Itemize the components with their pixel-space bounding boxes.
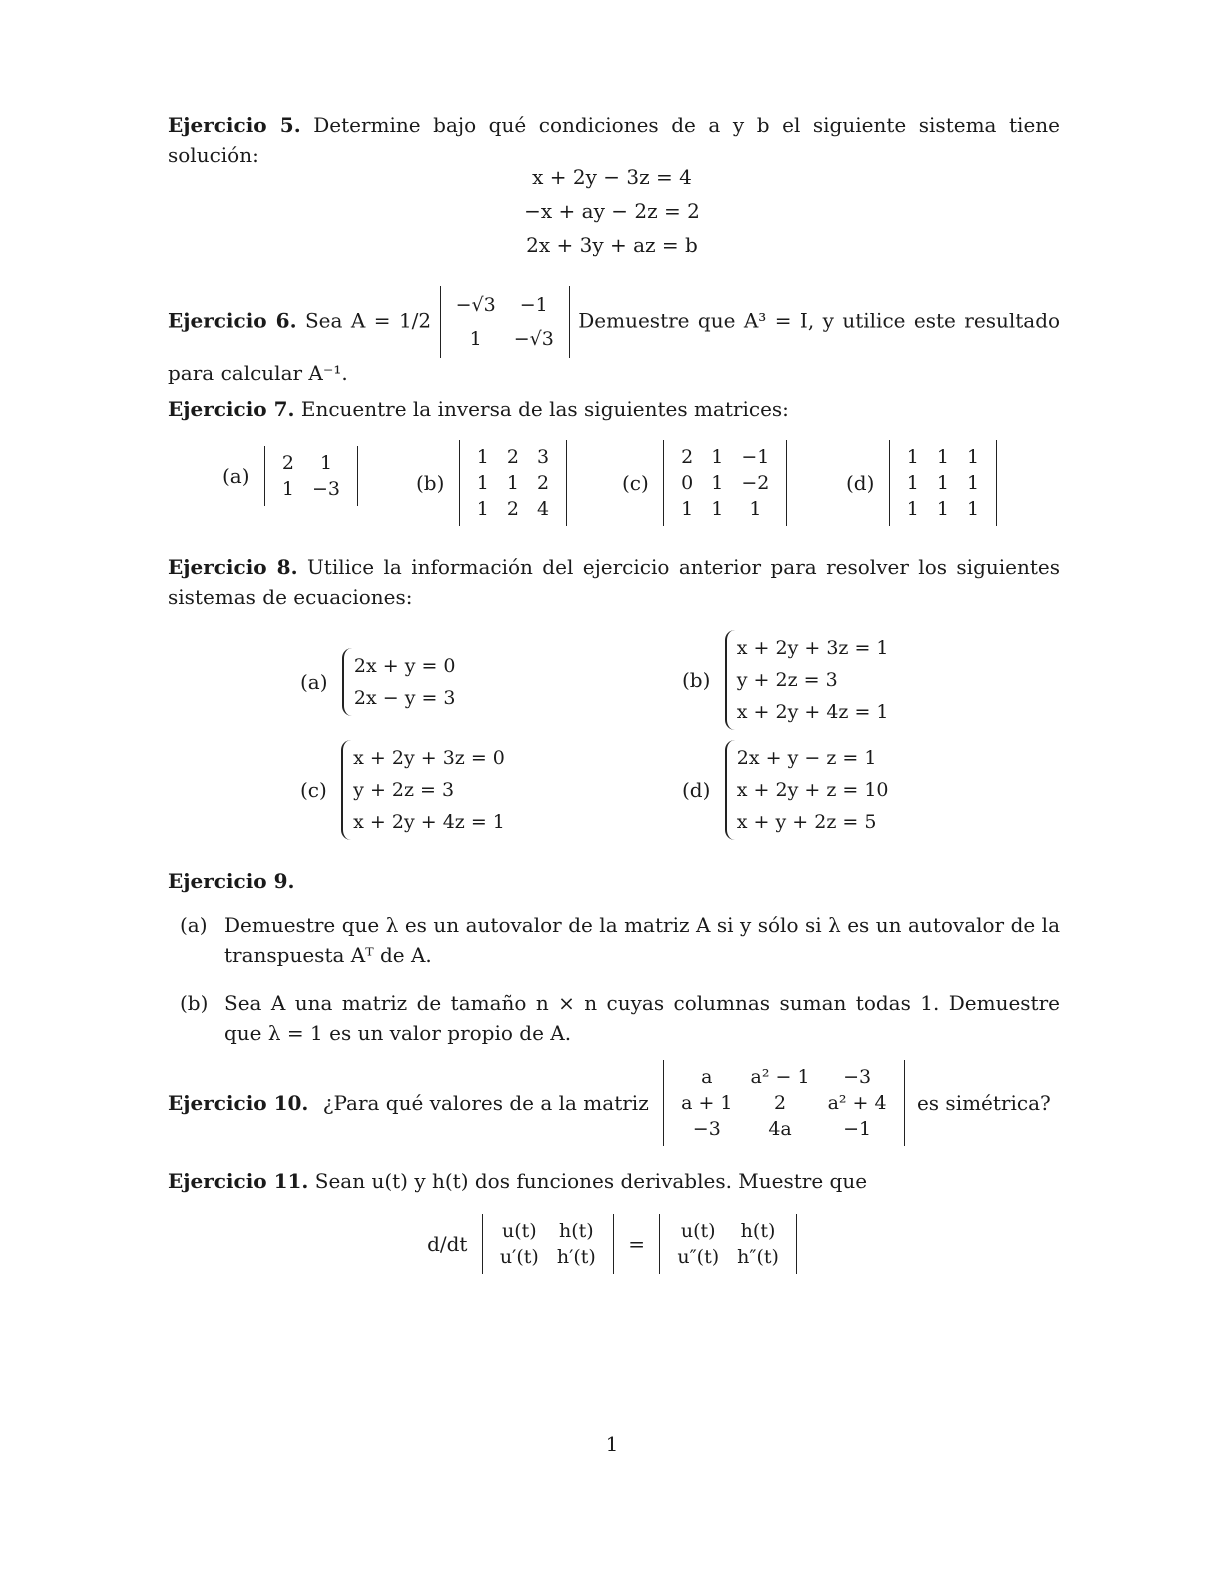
matrix-cell: 1 <box>966 498 980 520</box>
matrix-cell: −3 <box>843 1066 872 1088</box>
matrix-cell: 1 <box>749 498 762 520</box>
determinant-left <box>482 1214 614 1274</box>
item-text: Sea A una matriz de tamaño n × n cuyas columnas suman todas 1. Demuestre que λ = 1 es un valor propio de A. <box>224 991 1060 1045</box>
equation: 2x − y = 3 <box>353 687 456 709</box>
matrix-cell: 1 <box>966 446 980 468</box>
matrix-cell: 1 <box>469 328 482 350</box>
matrix-cell: 1 <box>476 498 489 520</box>
matrix-cell: 2 <box>281 452 294 474</box>
exercise-7-label: Ejercicio 7. <box>168 397 295 421</box>
matrix-item-d <box>846 440 997 526</box>
matrix-cell: 1 <box>711 446 724 468</box>
item-label: (d) <box>682 778 711 802</box>
equation: x + 2y − 3z = 4 <box>532 165 692 189</box>
matrix-cell: h″(t) <box>737 1246 779 1268</box>
matrix-cell: −1 <box>519 294 548 316</box>
item-label: (b) <box>180 991 209 1015</box>
matrix-cell: −3 <box>692 1118 721 1140</box>
equation-system <box>725 740 889 840</box>
matrix-item-a <box>222 446 358 506</box>
exercise-9-item-a <box>180 910 1060 970</box>
item-label: (b) <box>416 471 445 495</box>
matrix-cell: 0 <box>681 472 694 494</box>
exercise-10-text-before: ¿Para qué valores de a la matriz <box>322 1091 649 1115</box>
matrix-cell: a² − 1 <box>750 1066 810 1088</box>
matrix-cell: u″(t) <box>677 1246 720 1268</box>
matrix-cell: u(t) <box>501 1220 537 1242</box>
matrix-cell: a <box>701 1066 713 1088</box>
matrix-cell: 2 <box>536 472 550 494</box>
equation-system <box>725 630 889 730</box>
exercise-10 <box>168 1060 1059 1146</box>
matrix-cell: 1 <box>319 452 333 474</box>
matrix-cell: 1 <box>476 446 489 468</box>
item-label: (c) <box>300 778 327 802</box>
matrix-cell: u′(t) <box>499 1246 539 1268</box>
matrix-cell: h′(t) <box>556 1246 596 1268</box>
matrix-cell: 2 <box>773 1092 787 1114</box>
matrix-cell: 1 <box>681 498 694 520</box>
item-label: (a) <box>180 913 208 937</box>
matrix-cell: 2 <box>681 446 694 468</box>
matrix <box>663 440 787 526</box>
equation: x + 2y + 4z = 1 <box>353 811 505 833</box>
equation: −x + ay − 2z = 2 <box>524 199 700 223</box>
exercise-11-text: Sean u(t) y h(t) dos funciones derivables. Muestre que <box>314 1169 868 1193</box>
matrix-item-c <box>622 440 787 526</box>
exercise-10-label: Ejercicio 10. <box>168 1091 309 1115</box>
exercise-9-label: Ejercicio 9. <box>168 869 295 893</box>
exercise-11 <box>168 1166 1060 1196</box>
matrix-cell: 1 <box>906 446 919 468</box>
matrix-cell: 4 <box>536 498 550 520</box>
equation: x + 2y + 4z = 1 <box>736 701 889 723</box>
equation: y + 2z = 3 <box>736 669 838 691</box>
exercise-5-label: Ejercicio 5. <box>168 113 301 137</box>
item-label: (a) <box>300 670 328 694</box>
item-text: Demuestre que λ es un autovalor de la matriz A si y sólo si λ es un autovalor de la transpuesta Aᵀ de A. <box>224 913 1060 967</box>
matrix-cell: −3 <box>311 478 340 500</box>
matrix-cell: 2 <box>506 498 519 520</box>
matrix-cell: 1 <box>711 472 724 494</box>
equation: 2x + 3y + az = b <box>526 233 698 257</box>
matrix-cell: 3 <box>536 446 550 468</box>
matrix-cell: 1 <box>936 498 949 520</box>
item-label: (c) <box>622 471 649 495</box>
system-item-b <box>682 630 889 730</box>
equation: x + 2y + 3z = 1 <box>736 637 889 659</box>
matrix-cell: 1 <box>281 478 294 500</box>
system-item-c <box>300 740 505 840</box>
matrix-cell: 4a <box>768 1118 792 1140</box>
matrix-cell: u(t) <box>680 1220 716 1242</box>
equals-sign: = <box>628 1232 645 1256</box>
matrix <box>459 440 567 526</box>
equation: x + 2y + z = 10 <box>736 779 889 801</box>
matrix-cell: h(t) <box>740 1220 776 1242</box>
page-number: 1 <box>605 1432 619 1456</box>
exercise-5-system <box>0 160 1224 262</box>
matrix-cell: 1 <box>906 472 919 494</box>
item-label: (d) <box>846 471 875 495</box>
matrix-cell: −√3 <box>455 294 496 316</box>
exercise-8-text: Utilice la información del ejercicio anterior para resolver los siguientes sistemas de ecuaciones: <box>168 555 1060 609</box>
equation: x + 2y + 3z = 0 <box>353 747 505 769</box>
determinant-right <box>659 1214 797 1274</box>
system-item-a <box>300 648 456 716</box>
exercise-6-label: Ejercicio 6. <box>168 308 297 333</box>
equation: x + y + 2z = 5 <box>736 811 877 833</box>
exercise-8-label: Ejercicio 8. <box>168 555 298 579</box>
exercise-11-label: Ejercicio 11. <box>168 1169 309 1193</box>
equation-system <box>341 740 505 840</box>
matrix-cell: a² + 4 <box>827 1092 887 1114</box>
matrix-cell: 1 <box>506 472 519 494</box>
fraction: 1/2 <box>398 308 432 333</box>
matrix-cell: 1 <box>936 472 949 494</box>
derivative-identity <box>0 1214 1224 1274</box>
matrix-cell: 1 <box>711 498 724 520</box>
exercise-9-item-b <box>180 988 1060 1048</box>
system-item-d <box>682 740 889 840</box>
item-label: (a) <box>222 464 250 488</box>
exercise-7 <box>168 394 1060 424</box>
matrix-A <box>440 286 570 358</box>
matrix <box>663 1060 905 1146</box>
matrix-cell: −1 <box>843 1118 872 1140</box>
equation: 2x + y = 0 <box>353 655 456 677</box>
exercise-6-text-after: Demuestre que A³ = I, y utilice este resultado para calcular A⁻¹. <box>168 308 1061 385</box>
matrix <box>889 440 997 526</box>
matrix-cell: a + 1 <box>681 1092 733 1114</box>
exercise-10-text-after: es simétrica? <box>916 1091 1051 1115</box>
equation: y + 2z = 3 <box>353 779 455 801</box>
matrix-cell: −1 <box>741 446 770 468</box>
matrix <box>264 446 358 506</box>
exercise-9 <box>168 866 1060 896</box>
equation-system <box>342 648 456 716</box>
matrix-item-b <box>416 440 567 526</box>
exercise-8 <box>168 552 1060 612</box>
matrix-cell: −2 <box>741 472 770 494</box>
item-label: (b) <box>682 668 711 692</box>
equation: 2x + y − z = 1 <box>736 747 877 769</box>
matrix-cell: 1 <box>476 472 489 494</box>
exercise-5-text: Determine bajo qué condiciones de a y b el siguiente sistema tiene solución: <box>168 113 1060 167</box>
exercise-6 <box>168 286 1060 388</box>
derivative-operator: d/dt <box>427 1232 468 1256</box>
matrix-cell: h(t) <box>558 1220 594 1242</box>
matrix-cell: −√3 <box>513 328 554 350</box>
matrix-cell: 1 <box>966 472 980 494</box>
matrix-cell: 2 <box>506 446 519 468</box>
matrix-cell: 1 <box>906 498 919 520</box>
exercise-7-text: Encuentre la inversa de las siguientes matrices: <box>300 397 789 421</box>
exercise-6-text-before: Sea A = <box>304 308 391 333</box>
matrix-cell: 1 <box>936 446 949 468</box>
